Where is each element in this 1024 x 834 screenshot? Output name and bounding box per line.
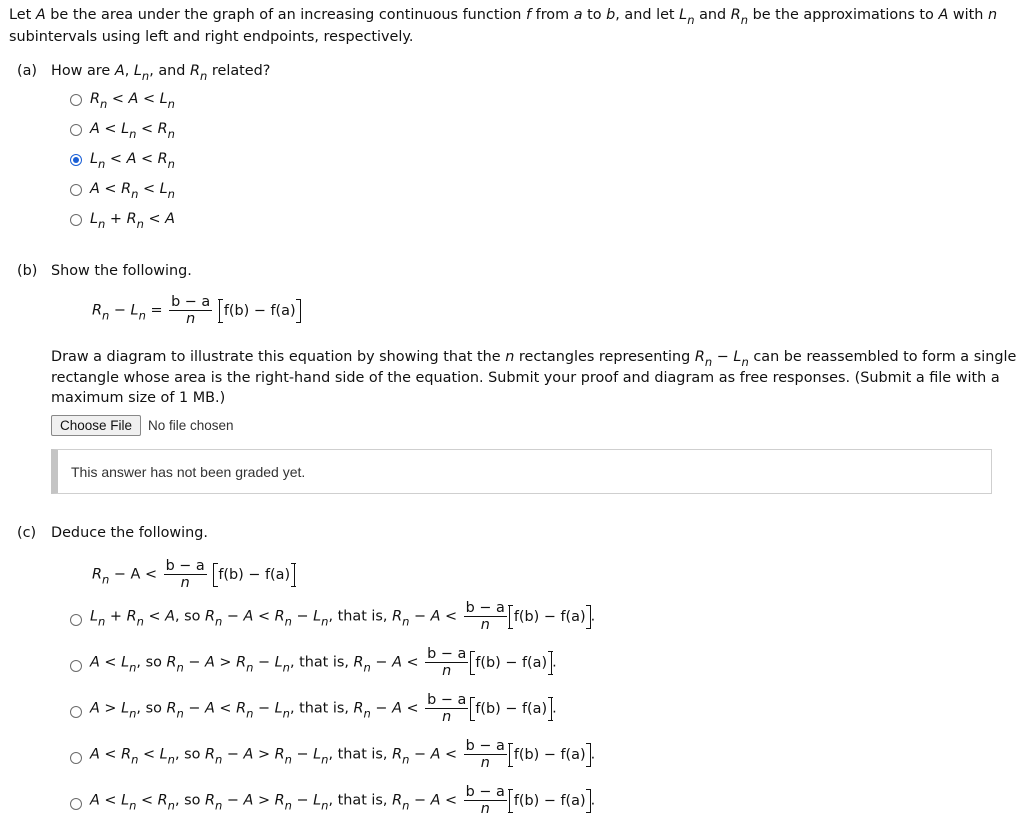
graded-status-box (51, 449, 992, 494)
intro-line-2: subintervals using left and right endpoints, respectively. (9, 29, 414, 45)
part-a-question: How are A, $L_n$, and $R_n$ related? (51, 63, 271, 84)
radio-a-3[interactable] (70, 184, 82, 196)
fraction: $\frac{b - a}{n}$ (171, 294, 211, 327)
radio-c-4[interactable] (70, 798, 82, 810)
part-b-equation: $R_n - L_n$ = $\frac{b - a}{n}$ f(b) − f(a) (92, 294, 301, 327)
option-c-2[interactable]: $A > L_n$, so $R_n - A < R_n - L_n$, that is, $R_n - A$ < $\frac{b - a}{n}$ f(b) − f(a) . (90, 692, 557, 725)
part-c-label: (c) (17, 525, 37, 541)
part-c-equation: $R_n - A$ < $\frac{b - a}{n}$ f(b) − f(a) (92, 558, 295, 591)
bracket-expression: f(b) − f(a) (219, 299, 301, 323)
radio-c-3[interactable] (70, 752, 82, 764)
radio-a-2[interactable] (70, 154, 82, 166)
graded-status-text: This answer has not been graded yet. (71, 464, 306, 480)
option-c-4[interactable]: $A < L_n < R_n$, so $R_n - A > R_n - L_n$, that is, $R_n - A$ < $\frac{b - a}{n}$ f(b) − f(a) . (90, 784, 596, 817)
intro-line-1: Let A be the area under the graph of an increasing continuous function f from a to b, and let $L_n$ and $R_n$ be the approximations to A with n (9, 7, 998, 28)
option-c-1[interactable]: $A < L_n$, so $R_n - A > R_n - L_n$, that is, $R_n - A$ < $\frac{b - a}{n}$ f(b) − f(a) . (90, 646, 557, 679)
option-a-2[interactable]: $L_n < A < R_n$ (90, 151, 175, 172)
radio-c-1[interactable] (70, 660, 82, 672)
part-b-prompt: Show the following. (51, 263, 192, 279)
part-b-desc-1: Draw a diagram to illustrate this equation by showing that the n rectangles representing $R_n - L_n$ can be reassembled to form a single (51, 349, 1017, 370)
option-c-3[interactable]: $A < R_n < L_n$, so $R_n - A > R_n - L_n$, that is, $R_n - A$ < $\frac{b - a}{n}$ f(b) − f(a) . (90, 738, 596, 771)
no-file-chosen-text: No file chosen (148, 418, 234, 433)
choose-file-button[interactable]: Choose File (51, 415, 141, 436)
radio-a-1[interactable] (70, 124, 82, 136)
option-a-0[interactable]: $R_n < A < L_n$ (90, 91, 175, 112)
option-a-1[interactable]: $A < L_n < R_n$ (90, 121, 175, 142)
part-c-prompt: Deduce the following. (51, 525, 208, 541)
option-a-4[interactable]: $L_n + R_n < A$ (90, 211, 175, 232)
part-b-desc-2: rectangle whose area is the right-hand side of the equation. Submit your proof and diagram as free responses. (Submit a file with a (51, 370, 1000, 386)
radio-c-2[interactable] (70, 706, 82, 718)
part-a-label: (a) (17, 63, 38, 79)
part-b-desc-3: maximum size of 1 MB.) (51, 390, 226, 406)
option-a-3[interactable]: $A < R_n < L_n$ (90, 181, 175, 202)
radio-a-0[interactable] (70, 94, 82, 106)
radio-a-4[interactable] (70, 214, 82, 226)
radio-c-0[interactable] (70, 614, 82, 626)
option-c-0[interactable]: $L_n + R_n < A$, so $R_n - A < R_n - L_n$, that is, $R_n - A$ < $\frac{b - a}{n}$ f(b) − f(a) . (90, 600, 596, 633)
part-b-label: (b) (17, 263, 38, 279)
